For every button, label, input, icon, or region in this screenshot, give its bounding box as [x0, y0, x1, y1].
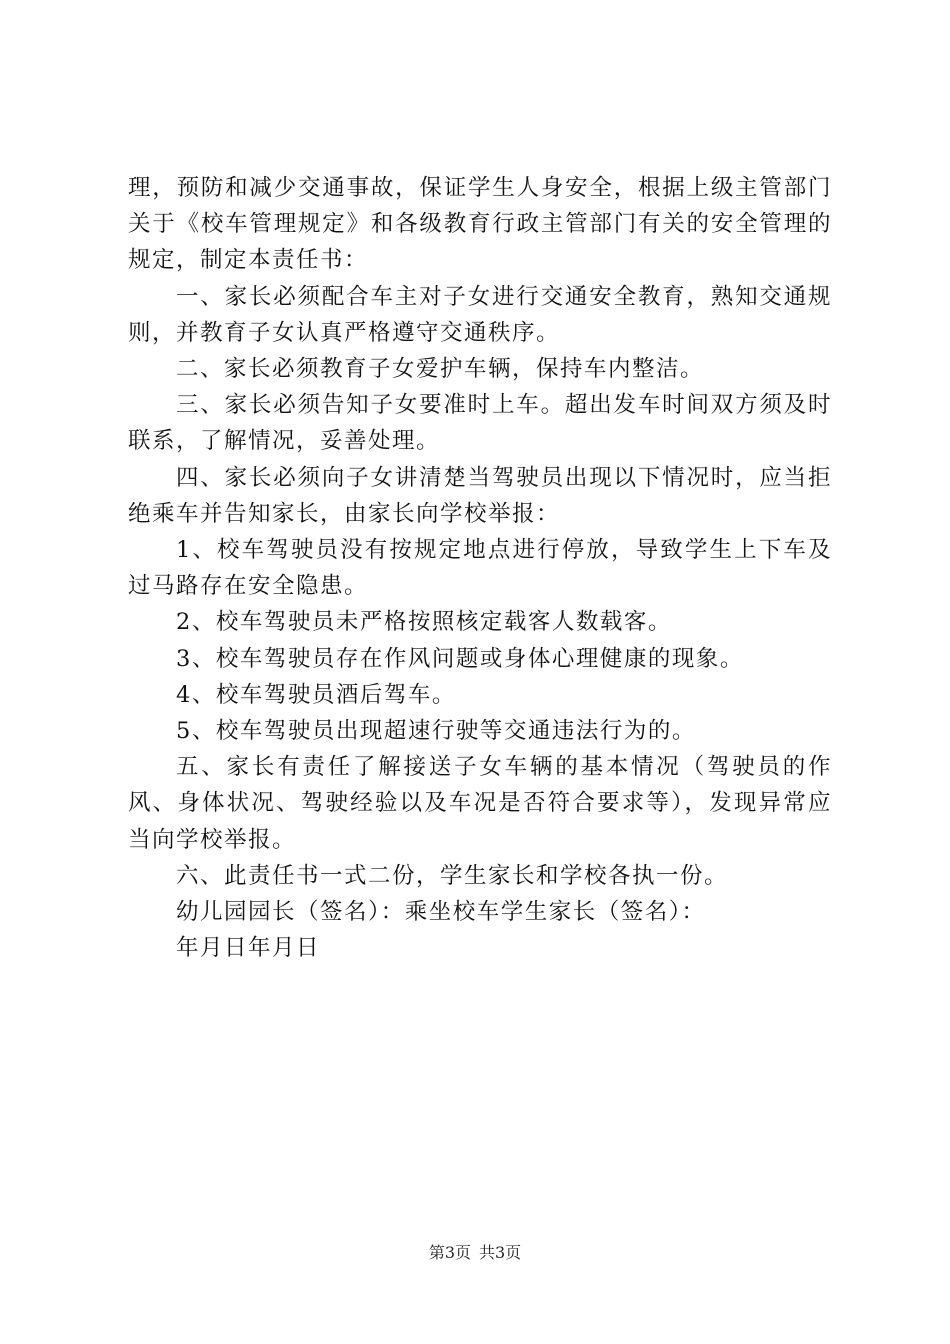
paragraph-item-6: 六、此责任书一式二份，学生家长和学校各执一份。 [176, 862, 729, 889]
paragraph-subitem-1: 1、校车驾驶员没有按规定地点进行停放，导致学生上下车及过马路存在安全隐患。 [128, 537, 832, 600]
paragraph-subitem-3: 3、校车驾驶员存在作风问题或身体心理健康的现象。 [176, 645, 744, 672]
page-number-current: 第3页 [428, 1243, 471, 1262]
paragraph-item-1: 一、家长必须配合车主对子女进行交通安全教育，熟知交通规则，并教育子女认真严格遵守交通秩序。 [128, 283, 832, 346]
date-line: 年月日年月日 [176, 935, 321, 962]
paragraph-subitem-2: 2、校车驾驶员未严格按照核定载客人数载客。 [176, 609, 672, 636]
paragraph-item-5: 五、家长有责任了解接送子女车辆的基本情况（驾驶员的作风、身体状况、驾驶经验以及车况是否符合要求等），发现异常应当向学校举报。 [128, 754, 832, 853]
paragraph-subitem-5: 5、校车驾驶员出现超速行驶等交通违法行为的。 [176, 718, 696, 745]
paragraph-item-3: 三、家长必须告知子女要准时上车。超出发车时间双方须及时联系，了解情况，妥善处理。 [128, 392, 832, 455]
paragraph-subitem-4: 4、校车驾驶员酒后驾车。 [176, 681, 456, 708]
paragraph-item-2: 二、家长必须教育子女爱护车辆，保持车内整洁。 [176, 356, 705, 383]
document-body [128, 170, 832, 966]
page-footer [0, 1243, 950, 1263]
paragraph-intro-continuation: 理，预防和减少交通事故，保证学生人身安全，根据上级主管部门关于《校车管理规定》和各级教育行政主管部门有关的安全管理的规定，制定本责任书： [128, 175, 832, 274]
paragraph-item-4: 四、家长必须向子女讲清楚当驾驶员出现以下情况时，应当拒绝乘车并告知家长，由家长向学校举报： [128, 464, 832, 527]
signature-line: 幼儿园园长（签名）：乘坐校车学生家长（签名）： [176, 899, 706, 926]
page-number-total: 共3页 [479, 1243, 522, 1262]
